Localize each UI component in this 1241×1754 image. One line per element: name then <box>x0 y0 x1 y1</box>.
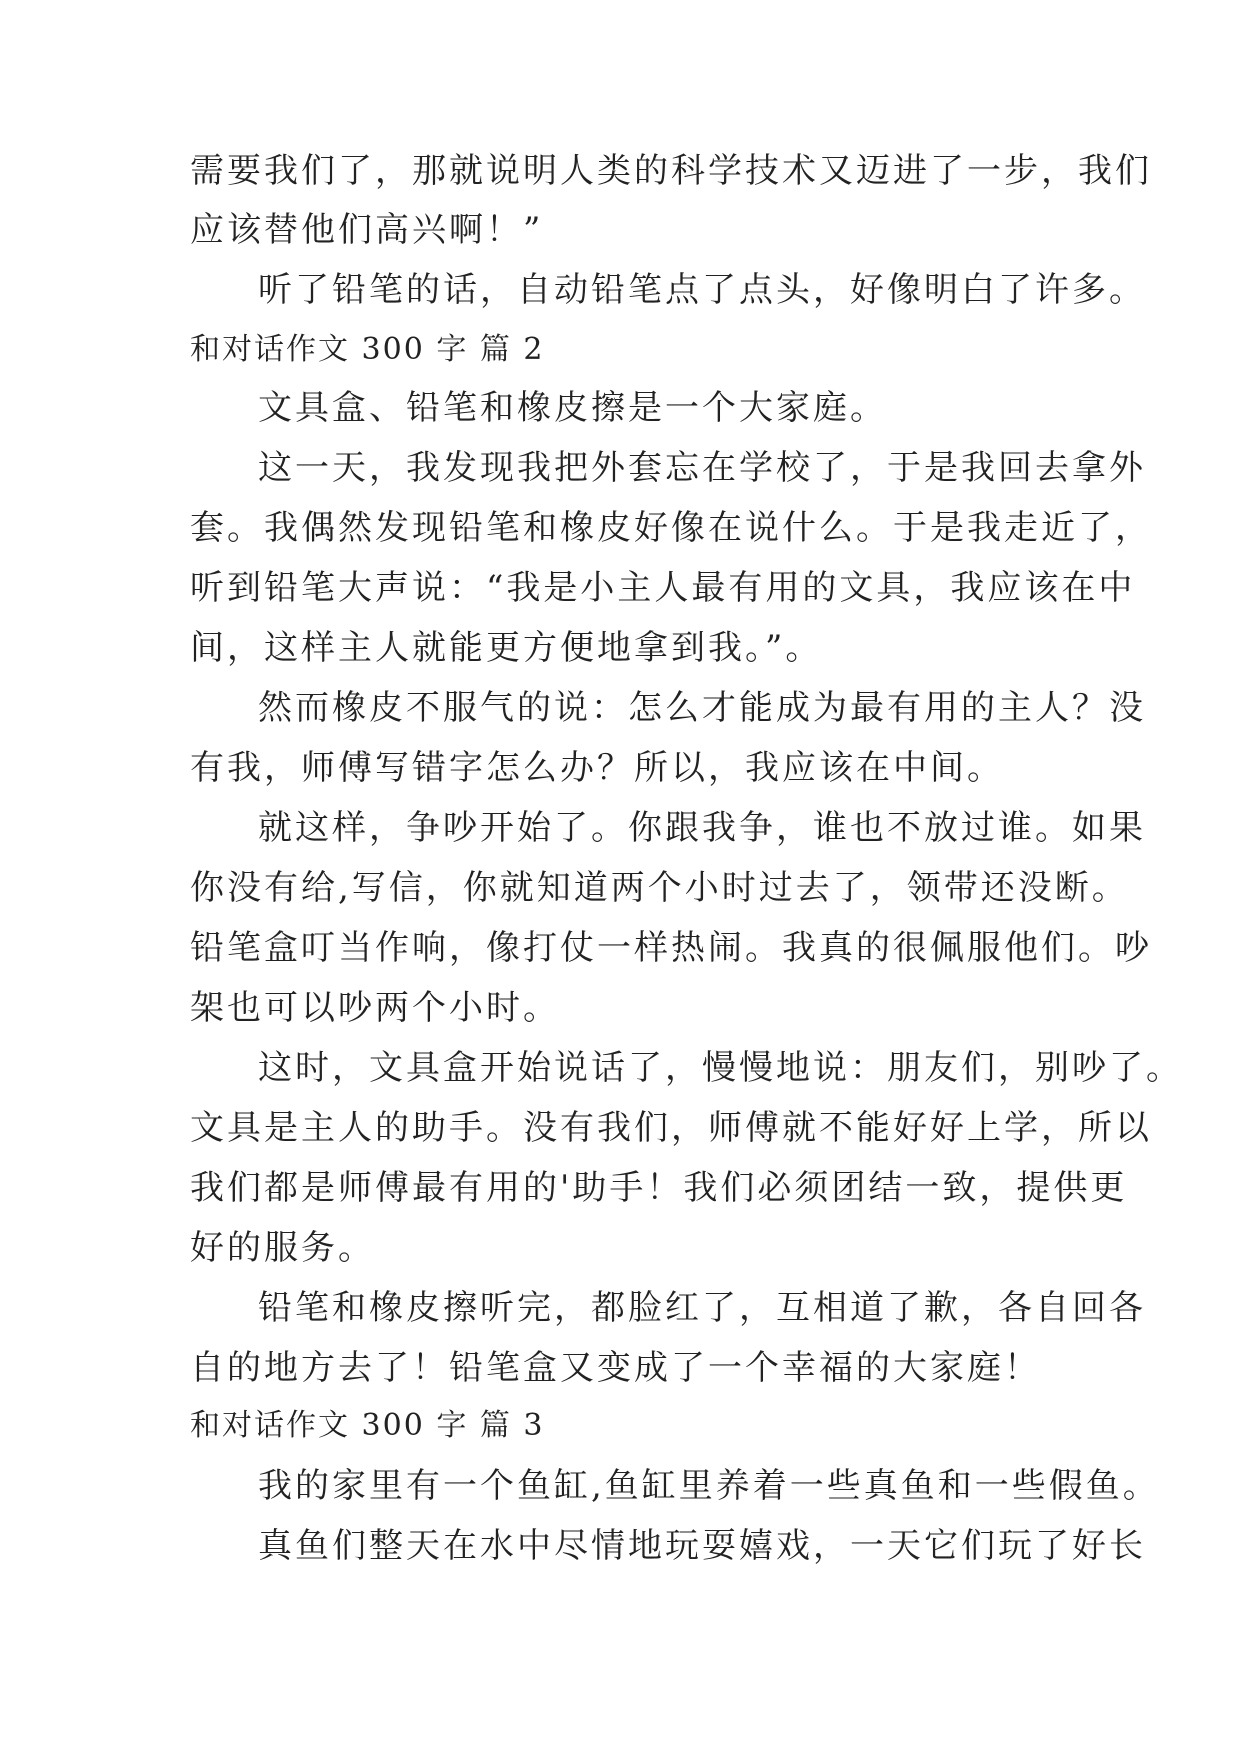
text-line: 间，这样主人就能更方便地拿到我。”。 <box>190 628 823 668</box>
paragraph-first-line: 铅笔和橡皮擦听完，都脸红了，互相道了歉，各自回各 <box>258 1288 1146 1328</box>
paragraph-first-line: 我的家里有一个鱼缸,鱼缸里养着一些真鱼和一些假鱼。 <box>258 1466 1160 1506</box>
text-line: 你没有给,写信，你就知道两个小时过去了，领带还没断。 <box>190 868 1129 908</box>
paragraph-first-line: 真鱼们整天在水中尽情地玩耍嬉戏，一天它们玩了好长 <box>258 1526 1146 1566</box>
text-line: 套。我偶然发现铅笔和橡皮好像在说什么。于是我走近了， <box>190 508 1152 548</box>
paragraph-first-line: 这时，文具盒开始说话了，慢慢地说：朋友们，别吵了。 <box>258 1048 1183 1088</box>
paragraph-first-line: 就这样，争吵开始了。你跟我争，谁也不放过谁。如果 <box>258 808 1146 848</box>
text-line: 需要我们了，那就说明人类的科学技术又迈进了一步，我们 <box>190 151 1152 191</box>
text-line: 应该替他们高兴啊！” <box>190 210 544 250</box>
section-heading: 和对话作文 300 字 篇 3 <box>190 1408 545 1443</box>
text-line: 好的服务。 <box>190 1228 375 1268</box>
text-line: 架也可以吵两个小时。 <box>190 988 560 1028</box>
text-line: 有我，师傅写错字怎么办？所以，我应该在中间。 <box>190 748 1004 788</box>
paragraph-first-line: 听了铅笔的话，自动铅笔点了点头，好像明白了许多。 <box>258 270 1146 310</box>
text-line: 听到铅笔大声说：“我是小主人最有用的文具，我应该在中 <box>190 568 1136 608</box>
paragraph-first-line: 文具盒、铅笔和橡皮擦是一个大家庭。 <box>258 388 887 428</box>
section-heading: 和对话作文 300 字 篇 2 <box>190 332 545 367</box>
text-line: 我们都是师傅最有用的'助手！我们必须团结一致，提供更 <box>190 1168 1128 1208</box>
paragraph-first-line: 然而橡皮不服气的说：怎么才能成为最有用的主人？没 <box>258 688 1146 728</box>
text-line: 铅笔盒叮当作响，像打仗一样热闹。我真的很佩服他们。吵 <box>190 928 1152 968</box>
paragraph-first-line: 这一天，我发现我把外套忘在学校了，于是我回去拿外 <box>258 448 1146 488</box>
text-line: 文具是主人的助手。没有我们，师傅就不能好好上学，所以 <box>190 1108 1152 1148</box>
text-line: 自的地方去了！铅笔盒又变成了一个幸福的大家庭！ <box>190 1348 1041 1388</box>
